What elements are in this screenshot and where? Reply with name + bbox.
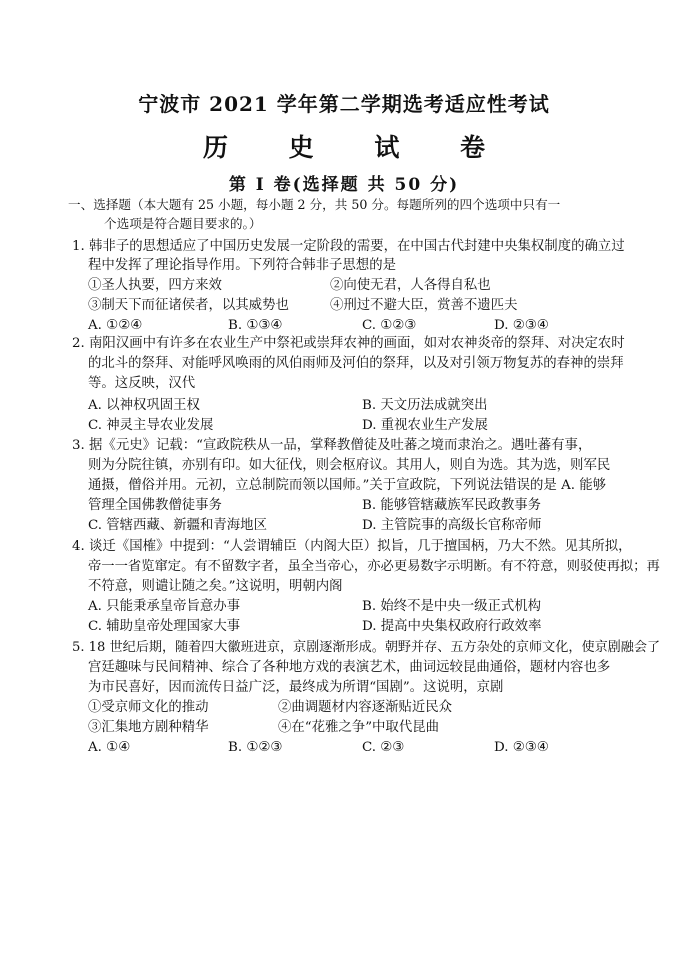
statement-item: ①圣人执要，四方来效	[88, 278, 222, 293]
question-stem-line: 不符意，则谴让随之矣。”这说明，明朝内阁	[88, 579, 343, 594]
answer-option: C. ①②③	[362, 318, 417, 333]
question-stem-line: 管理全国佛教僧徒事务	[88, 498, 222, 513]
question-stem-line: 2. 南阳汉画中有许多在农业生产中祭祀或崇拜农神的画面，如对农神炎帝的祭拜、对决定农时	[72, 336, 625, 351]
section-instruction-line: 一、选择题（本大题有 25 小题，每小题 2 分，共 50 分。每题所列的四个选项中只有一	[68, 197, 561, 212]
question-stem-line: 程中发挥了理论指导作用。下列符合韩非子思想的是	[88, 258, 396, 273]
answer-option: D. ②③④	[494, 318, 549, 333]
question-stem-line: 通摄，僧俗并用。元初，立总制院而领以国师。”关于宣政院，下列说法错误的是 A. 能够	[88, 478, 607, 493]
answer-option: D. 主管院事的高级长官称帝师	[362, 518, 542, 533]
question-stem-line: 等。这反映，汉代	[88, 376, 196, 391]
section-instruction-line: 个选项是符合题目要求的。）	[104, 216, 262, 231]
answer-option: C. 管辖西藏、新疆和青海地区	[88, 518, 267, 533]
answer-option: D. 提高中央集权政府行政效率	[362, 619, 542, 634]
answer-option: A. ①②④	[88, 318, 143, 333]
statement-item: ④刑过不避大臣，赏善不遗匹夫	[330, 298, 518, 313]
answer-option: B. ①②③	[228, 740, 283, 755]
statement-item: ③汇集地方剧种精华	[88, 720, 209, 735]
exam-title: 宁波市 2021 学年第二学期选考适应性考试	[138, 92, 550, 116]
answer-option: A. 只能秉承皇帝旨意办事	[88, 599, 241, 614]
question-stem-line: 帝一一省览窜定。有不留数字者，虽全当帝心，亦必更易数字示明断。有不符意，则驳使再拟；再	[88, 559, 660, 574]
answer-option: C. ②③	[362, 740, 405, 755]
answer-option: B. 天文历法成就突出	[362, 398, 488, 413]
statement-item: ②向使无君，人各得自私也	[330, 278, 491, 293]
question-stem-line: 则为分院往镇，亦别有印。如大征伐，则会枢府议。其用人，则自为选。其为选，则军民	[88, 458, 611, 473]
answer-option: B. 能够管辖藏族军民政教事务	[362, 498, 542, 513]
answer-option: D. 重视农业生产发展	[362, 418, 488, 433]
question-stem-line: 的北斗的祭拜、对能呼风唤雨的风伯雨师及河伯的祭拜，以及对引领万物复苏的春神的崇拜	[88, 356, 624, 371]
answer-option: D. ②③④	[494, 740, 549, 755]
part-title: 第 Ⅰ 卷(选择题 共 50 分)	[228, 175, 460, 195]
question-stem-line: 4. 谈迁《国榷》中提到：“人尝谓辅臣（内阁大臣）拟旨，几于擅国柄，乃大不然。见其所拟，	[72, 539, 632, 554]
statement-item: ①受京师文化的推动	[88, 700, 209, 715]
question-stem-line: 1. 韩非子的思想适应了中国历史发展一定阶段的需要，在中国古代封建中央集权制度的确立过	[72, 239, 625, 254]
answer-option: B. ①③④	[228, 318, 283, 333]
statement-item: ③制天下而征诸侯者，以其威势也	[88, 298, 289, 313]
question-stem-line: 3. 据《元史》记载：“宣政院秩从一品，掌释教僧徒及吐蕃之境而隶治之。遇吐蕃有事，	[72, 438, 592, 453]
question-stem-line: 5. 18 世纪后期，随着四大徽班进京，京剧逐渐形成。朝野并存、五方杂处的京师文化，使京剧融会了	[72, 640, 661, 655]
subject-title: 历 史 试 卷	[202, 133, 512, 162]
statement-item: ④在“花雅之争”中取代昆曲	[278, 720, 439, 735]
question-stem-line: 为市民喜好，因而流传日益广泛，最终成为所谓“国剧”。这说明，京剧	[88, 680, 504, 695]
answer-option: B. 始终不是中央一级正式机构	[362, 599, 542, 614]
statement-item: ②曲调题材内容逐渐贴近民众	[278, 700, 453, 715]
question-stem-line: 宫廷趣味与民间精神、综合了各种地方戏的表演艺术，曲词远较昆曲通俗，题材内容也多	[88, 660, 611, 675]
answer-option: C. 辅助皇帝处理国家大事	[88, 619, 241, 634]
answer-option: A. 以神权巩固王权	[88, 398, 200, 413]
answer-option: C. 神灵主导农业发展	[88, 418, 214, 433]
answer-option: A. ①④	[88, 740, 131, 755]
